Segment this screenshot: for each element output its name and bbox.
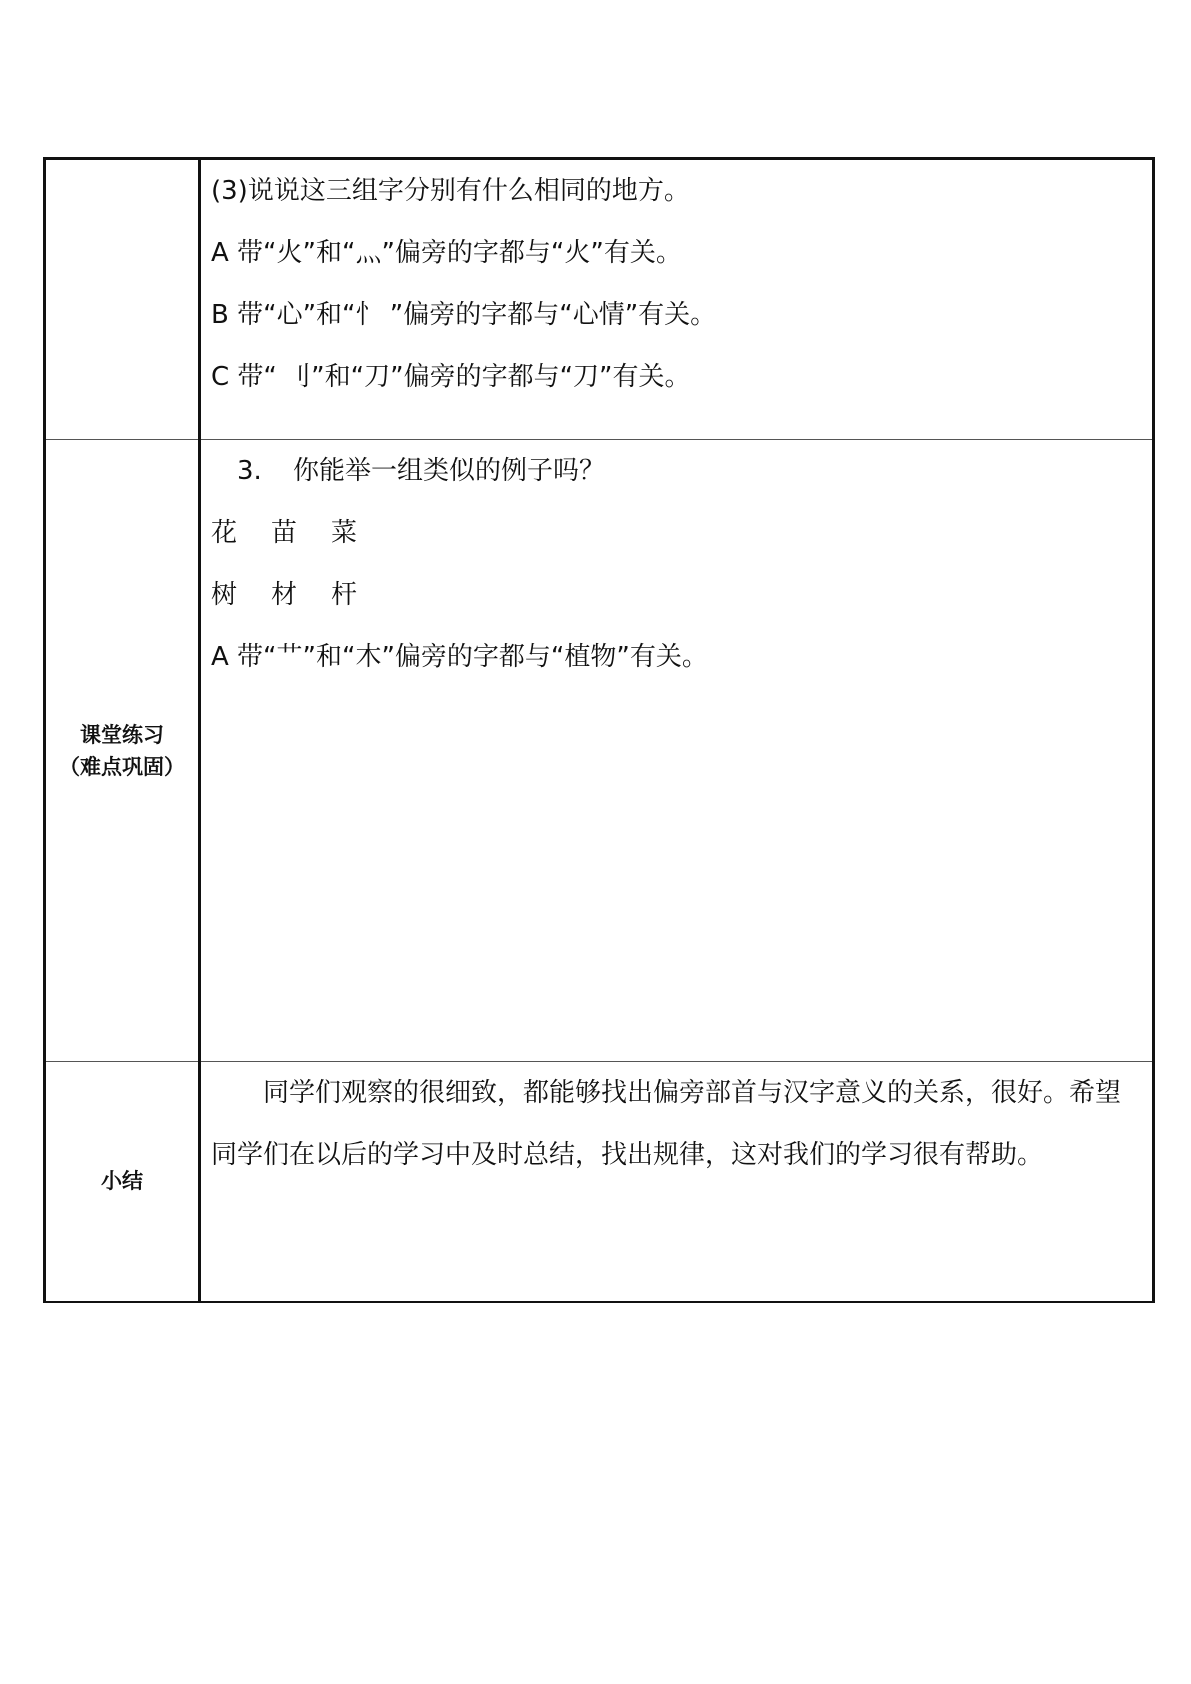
row-content — [200, 159, 1154, 440]
table-row — [45, 159, 1154, 440]
question-number: 3. — [237, 456, 262, 486]
lesson-plan-table — [43, 157, 1155, 1303]
summary-paragraph: 同学们观察的很细致，都能够找出偏旁部首与汉字意义的关系，很好。希望同学们在以后的学习中及时总结，找出规律，这对我们的学习很有帮助。 — [211, 1078, 1122, 1170]
table-row — [45, 440, 1154, 1062]
char-group-1 — [211, 502, 1144, 564]
row-label-summary: 小结 — [45, 1062, 200, 1302]
row-content — [200, 440, 1154, 1062]
text-line: B 带“心”和“忄 ”偏旁的字都与“心情”有关。 — [211, 300, 717, 330]
question-text: 你能举一组类似的例子吗？ — [293, 456, 606, 486]
conclusion-line: A 带“艹”和“木”偏旁的字都与“植物”有关。 — [211, 642, 708, 672]
row-label-practice — [45, 440, 200, 1062]
char: 菜 — [331, 518, 358, 548]
char: 花 — [211, 518, 238, 548]
row-label-empty — [45, 159, 200, 440]
row-content — [200, 1062, 1154, 1302]
char: 材 — [271, 580, 298, 610]
text-line: C 带“ 刂”和“刀”偏旁的字都与“刀”有关。 — [211, 362, 691, 392]
char-group-2 — [211, 564, 1144, 626]
text-line: (3)说说这三组字分别有什么相同的地方。 — [211, 176, 690, 206]
char: 杆 — [331, 580, 358, 610]
label-line: （难点巩固） — [59, 754, 185, 779]
table-row — [45, 1062, 1154, 1302]
text-line: A 带“火”和“灬”偏旁的字都与“火”有关。 — [211, 238, 682, 268]
char: 树 — [211, 580, 238, 610]
question-line — [211, 440, 1144, 502]
char: 苗 — [271, 518, 298, 548]
label-line: 课堂练习 — [80, 722, 164, 747]
